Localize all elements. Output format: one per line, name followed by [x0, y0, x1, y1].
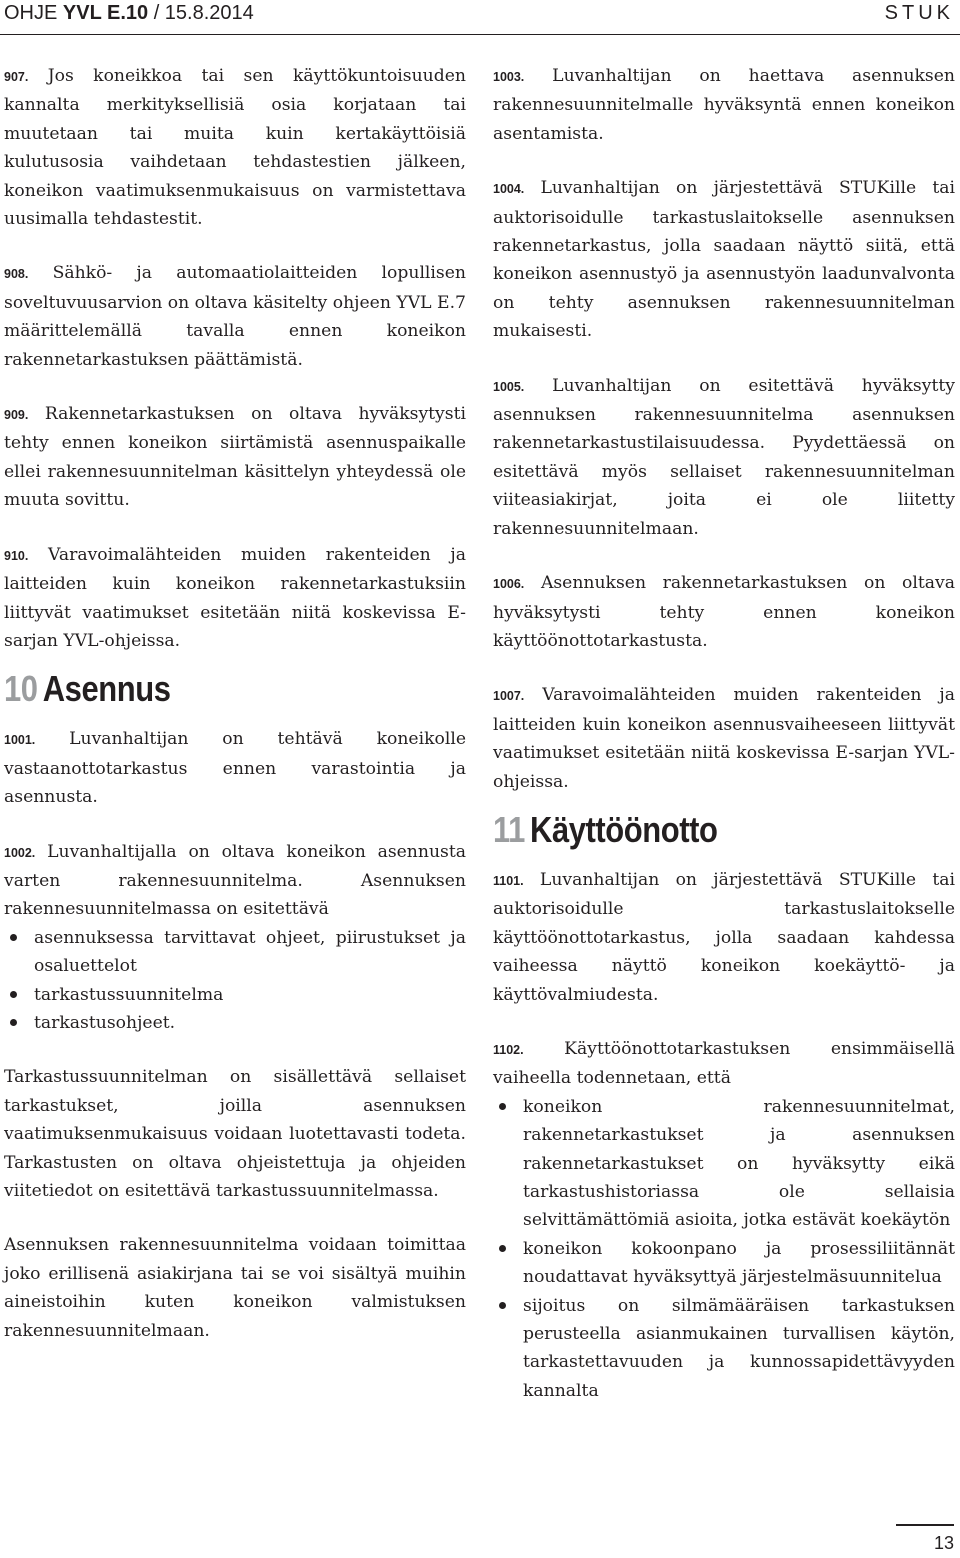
paragraph-910 — [4, 541, 466, 656]
paragraph-1006 — [493, 569, 955, 655]
paragraph-number: 1102. — [493, 1042, 524, 1057]
section-heading-11 — [493, 808, 890, 852]
document-reference — [4, 2, 254, 25]
paragraph-number: 1007. — [493, 689, 525, 704]
footer-rule — [896, 1524, 954, 1526]
bullet-icon — [10, 934, 17, 941]
paragraph-number: 907. — [4, 70, 29, 84]
paragraph-1007 — [493, 681, 955, 796]
body-paragraph: Asennuksen rakennesuunnitelma voidaan toimittaa joko erillisenä asiakirjana tai se voi sisältyä muihin aineistoihin kuten koneikon valmistuksen rakennesuunnitelmaan. — [4, 1235, 466, 1341]
list-item: koneikon kokoonpano ja prosessiliitännät noudattavat hyväksyttyä järjestelmäsuunnitelua — [493, 1235, 955, 1292]
bullet-icon — [499, 1302, 506, 1309]
page-number: 13 — [933, 1533, 954, 1553]
paragraph-text: Luvanhaltijalla on oltava koneikon asennusta varten rakennesuunnitelma. Asennuksen rakennesuunnitelmassa on esitettävä — [4, 841, 466, 920]
bullet-icon — [499, 1103, 506, 1110]
header-rule — [0, 34, 960, 35]
body-paragraph: Tarkastussuunnitelman on sisällettävä sellaiset tarkastukset, joilla asennuksen vaatimuksenmukaisuus voidaan luotettavasti todeta. Tarkastusten on oltava ohjeistettuja ja ohjeiden viitetiedot on esitettävä tarkastussuunnitelmassa. — [4, 1067, 466, 1201]
left-column — [4, 62, 466, 1345]
paragraph-number: 1005. — [493, 379, 525, 394]
paragraph-1002 — [4, 838, 466, 924]
paragraph-text: Jos koneikkoa tai sen käyttökuntoisuuden kannalta merkityksellisiä osia korjataan tai muutetaan tai muita kuin kertakäyttöisiä kulutusosia vaihdetaan tehdastestien jälkeen, koneikon vaatimuksenmukaisuus on varmistettava uusimalla tehdastestit. — [4, 66, 467, 230]
paragraph-number: 1006. — [493, 577, 525, 592]
organization-name: STUK — [884, 2, 954, 24]
section-number: 11 — [493, 808, 525, 850]
doc-date: / 15.8.2014 — [148, 2, 254, 24]
paragraph-1001 — [4, 725, 466, 811]
list-item: koneikon rakennesuunnitelmat, rakennetarkastukset ja asennuksen rakennetarkastukset on hyväksytty eikä tarkastushistoriassa ole sellaisia selvittämättömiä asioita, jotka estävät koekäytön — [493, 1093, 955, 1235]
paragraph-1004 — [493, 174, 955, 345]
paragraph-text: Varavoimalähteiden muiden rakenteiden ja laitteiden kuin koneikon rakennetarkastuksiin liittyvät vaatimukset esitetään niitä koskevissa E-sarjan YVL-ohjeissa. — [4, 544, 466, 651]
paragraph-number: 1002. — [4, 845, 36, 860]
paragraph-text: Rakennetarkastuksen on oltava hyväksytysti tehty ennen koneikon siirtämistä asennuspaikalle ellei rakennesuunnitelman käsittelyn yhteydessä ole muuta sovittu. — [4, 404, 466, 511]
paragraph-1101 — [493, 866, 955, 1009]
bullet-icon — [10, 1019, 17, 1026]
section-title: Käyttöönotto — [530, 808, 718, 850]
doc-id: YVL E.10 — [62, 2, 149, 24]
section-title: Asennus — [42, 668, 171, 710]
bullet-list-1002 — [4, 924, 466, 1038]
paragraph-number: 1003. — [493, 70, 525, 84]
paragraph-text: Luvanhaltijan on tehtävä koneikolle vastaanottotarkastus ennen varastointia ja asennusta. — [4, 729, 466, 808]
paragraph-907 — [4, 62, 466, 233]
paragraph-1003 — [493, 62, 955, 148]
doc-prefix: OHJE — [4, 2, 63, 24]
paragraph-text: Luvanhaltijan on järjestettävä STUKille tai auktorisoidulle tarkastuslaitokselle asennuksen rakennetarkastus, jolla saadaan näyttö siitä, että koneikon asennustyö ja asennustyön laadunvalvonta on tehty asennuksen rakennesuunnitelman mukaisesti. — [493, 178, 955, 342]
paragraph-908 — [4, 259, 466, 374]
paragraph-number: 909. — [4, 408, 29, 423]
paragraph-number: 1001. — [4, 733, 36, 748]
bullet-icon — [499, 1245, 506, 1252]
paragraph-text: Luvanhaltijan on esitettävä hyväksytty asennuksen rakennesuunnitelma asennuksen rakennetarkastustilaisuudessa. Pyydettäessä on esitettävä myös sellaiset rakennesuunnitelman viiteasiakirjat, joita ei ole liitetty rakennesuunnitelmaan. — [493, 375, 955, 539]
section-heading-10 — [4, 667, 401, 711]
paragraph-number: 1101. — [493, 873, 524, 888]
page-header — [0, 0, 960, 38]
paragraph-number: 1004. — [493, 182, 525, 197]
paragraph-text: Sähkö- ja automaatiolaitteiden lopullisen soveltuvuusarvion on oltava käsitelty ohjeen YVL E.7 määrittelemällä tavalla ennen koneikon rakennetarkastuksen päättämistä. — [4, 263, 466, 370]
paragraph-909 — [4, 400, 466, 515]
paragraph-text: Luvanhaltijan on järjestettävä STUKille tai auktorisoidulle tarkastuslaitokselle käyttöönottotarkastus, jolla saadaan kahdessa vaiheessa näyttö koneikon koekäyttö- ja käyttövalmiudesta. — [493, 869, 955, 1005]
paragraph-text: Käyttöönottotarkastuksen ensimmäisellä vaiheella todennetaan, että — [493, 1038, 955, 1089]
paragraph-1102 — [493, 1035, 955, 1093]
paragraph-1005 — [493, 372, 955, 543]
paragraph-text: Varavoimalähteiden muiden rakenteiden ja laitteiden kuin koneikon asennusvaiheeseen liittyvät vaatimukset esitetään niitä koskevissa E-sarjan YVL-ohjeissa. — [493, 685, 955, 792]
bullet-list-1102 — [493, 1093, 955, 1405]
section-number: 10 — [4, 668, 38, 710]
list-item: tarkastussuunnitelma — [4, 981, 466, 1009]
paragraph-number: 908. — [4, 267, 29, 282]
paragraph-number: 910. — [4, 548, 29, 563]
right-column — [493, 62, 955, 1405]
paragraph-text: Luvanhaltijan on haettava asennuksen rakennesuunnitelmalle hyväksyntä ennen koneikon asentamista. — [493, 66, 955, 144]
bullet-icon — [10, 991, 17, 998]
paragraph-text: Asennuksen rakennetarkastuksen on oltava hyväksytysti tehty ennen koneikon käyttöönottotarkastusta. — [493, 573, 955, 651]
list-item: tarkastusohjeet. — [4, 1009, 466, 1037]
list-item: sijoitus on silmämääräisen tarkastuksen perusteella asianmukainen turvallisen käytön, tarkastettavuuden ja kunnossapidettävyyden kannalta — [493, 1292, 955, 1406]
list-item: asennuksessa tarvittavat ohjeet, piirustukset ja osaluettelot — [4, 924, 466, 981]
